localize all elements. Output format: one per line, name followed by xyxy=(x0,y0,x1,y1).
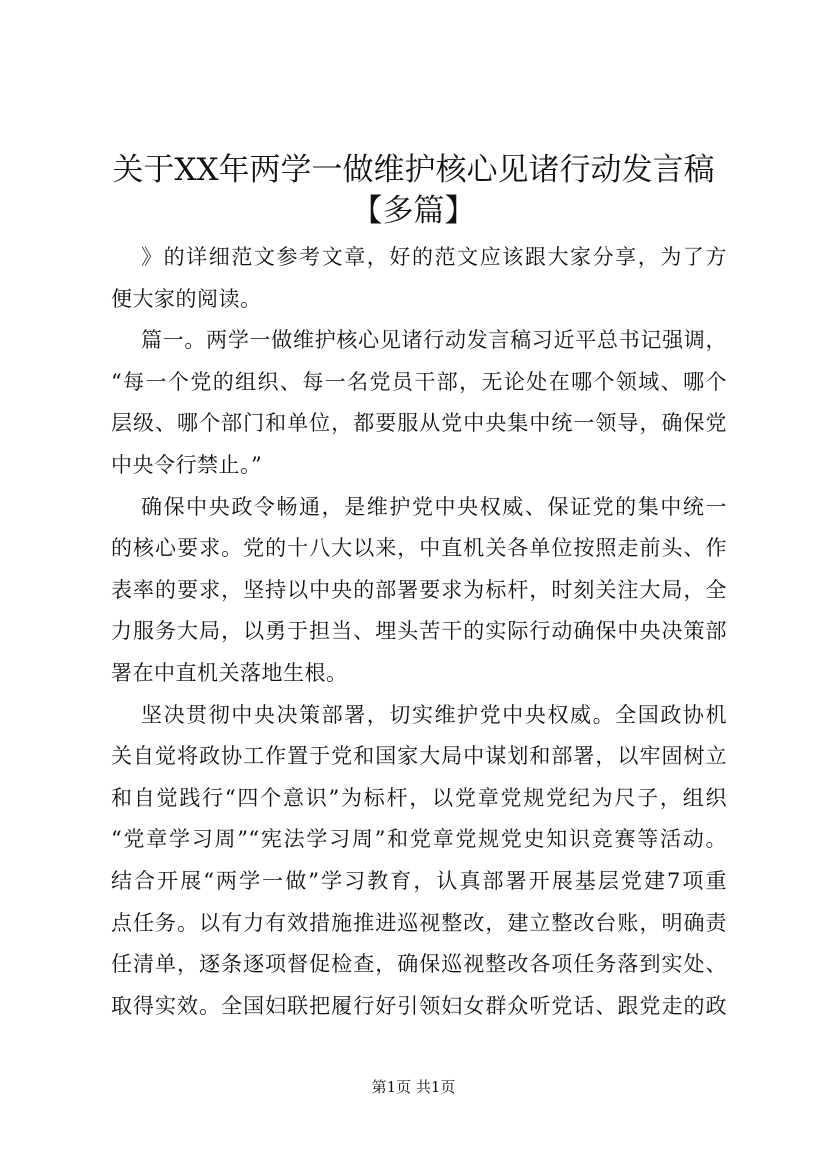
paragraph-line: 点任务。以有力有效措施推进巡视整改，建立整改台账，明确责 xyxy=(111,910,727,935)
paragraph-line: 和自觉践行“四个意识”为标杆，以党章党规党纪为尺子，组织 xyxy=(111,785,727,810)
document-title-line1: 关于XX年两学一做维护核心见诸行动发言稿 xyxy=(112,152,715,188)
document-body xyxy=(111,237,727,1027)
paragraph-line: 取得实效。全国妇联把履行好引领妇女群众听党话、跟党走的政 xyxy=(111,993,727,1018)
paragraph-line: 表率的要求，坚持以中央的部署要求为标杆，时刻关注大局，全 xyxy=(111,577,727,602)
paragraph-line: 关自觉将政协工作置于党和国家大局中谋划和部署，以牢固树立 xyxy=(111,744,727,769)
paragraph-line: “党章学习周”“宪法学习周”和党章党规党史知识竞赛等活动。 xyxy=(111,827,727,852)
page-footer: 第1页 共1页 xyxy=(371,1078,456,1096)
paragraph-line: 结合开展“两学一做”学习教育，认真部署开展基层党建7项重 xyxy=(111,868,727,893)
paragraph-line: 中央令行禁止。” xyxy=(111,452,263,477)
paragraph-line: 篇一。两学一做维护核心见诸行动发言稿习近平总书记强调， xyxy=(141,328,727,353)
paragraph-line: 力服务大局，以勇于担当、埋头苦干的实际行动确保中央决策部 xyxy=(111,619,727,644)
paragraph-line: “每一个党的组织、每一名党员干部，无论处在哪个领域、哪个 xyxy=(111,369,727,394)
document-title-line2: 【多篇】 xyxy=(351,193,476,229)
paragraph-line: 坚决贯彻中央决策部署，切实维护党中央权威。全国政协机 xyxy=(141,702,727,727)
paragraph-line: 任清单，逐条逐项督促检查，确保巡视整改各项任务落到实处、 xyxy=(111,952,727,977)
paragraph-line: 便大家的阅读。 xyxy=(111,286,262,311)
paragraph-line: 的核心要求。党的十八大以来，中直机关各单位按照走前头、作 xyxy=(111,536,727,561)
paragraph-line: 层级、哪个部门和单位，都要服从党中央集中统一领导，确保党 xyxy=(111,411,727,436)
paragraph-line: 确保中央政令畅通，是维护党中央权威、保证党的集中统一 xyxy=(141,494,727,519)
paragraph-line: 署在中直机关落地生根。 xyxy=(111,660,348,685)
paragraph-line: 》的详细范文参考文章，好的范文应该跟大家分享，为了方 xyxy=(141,245,727,269)
